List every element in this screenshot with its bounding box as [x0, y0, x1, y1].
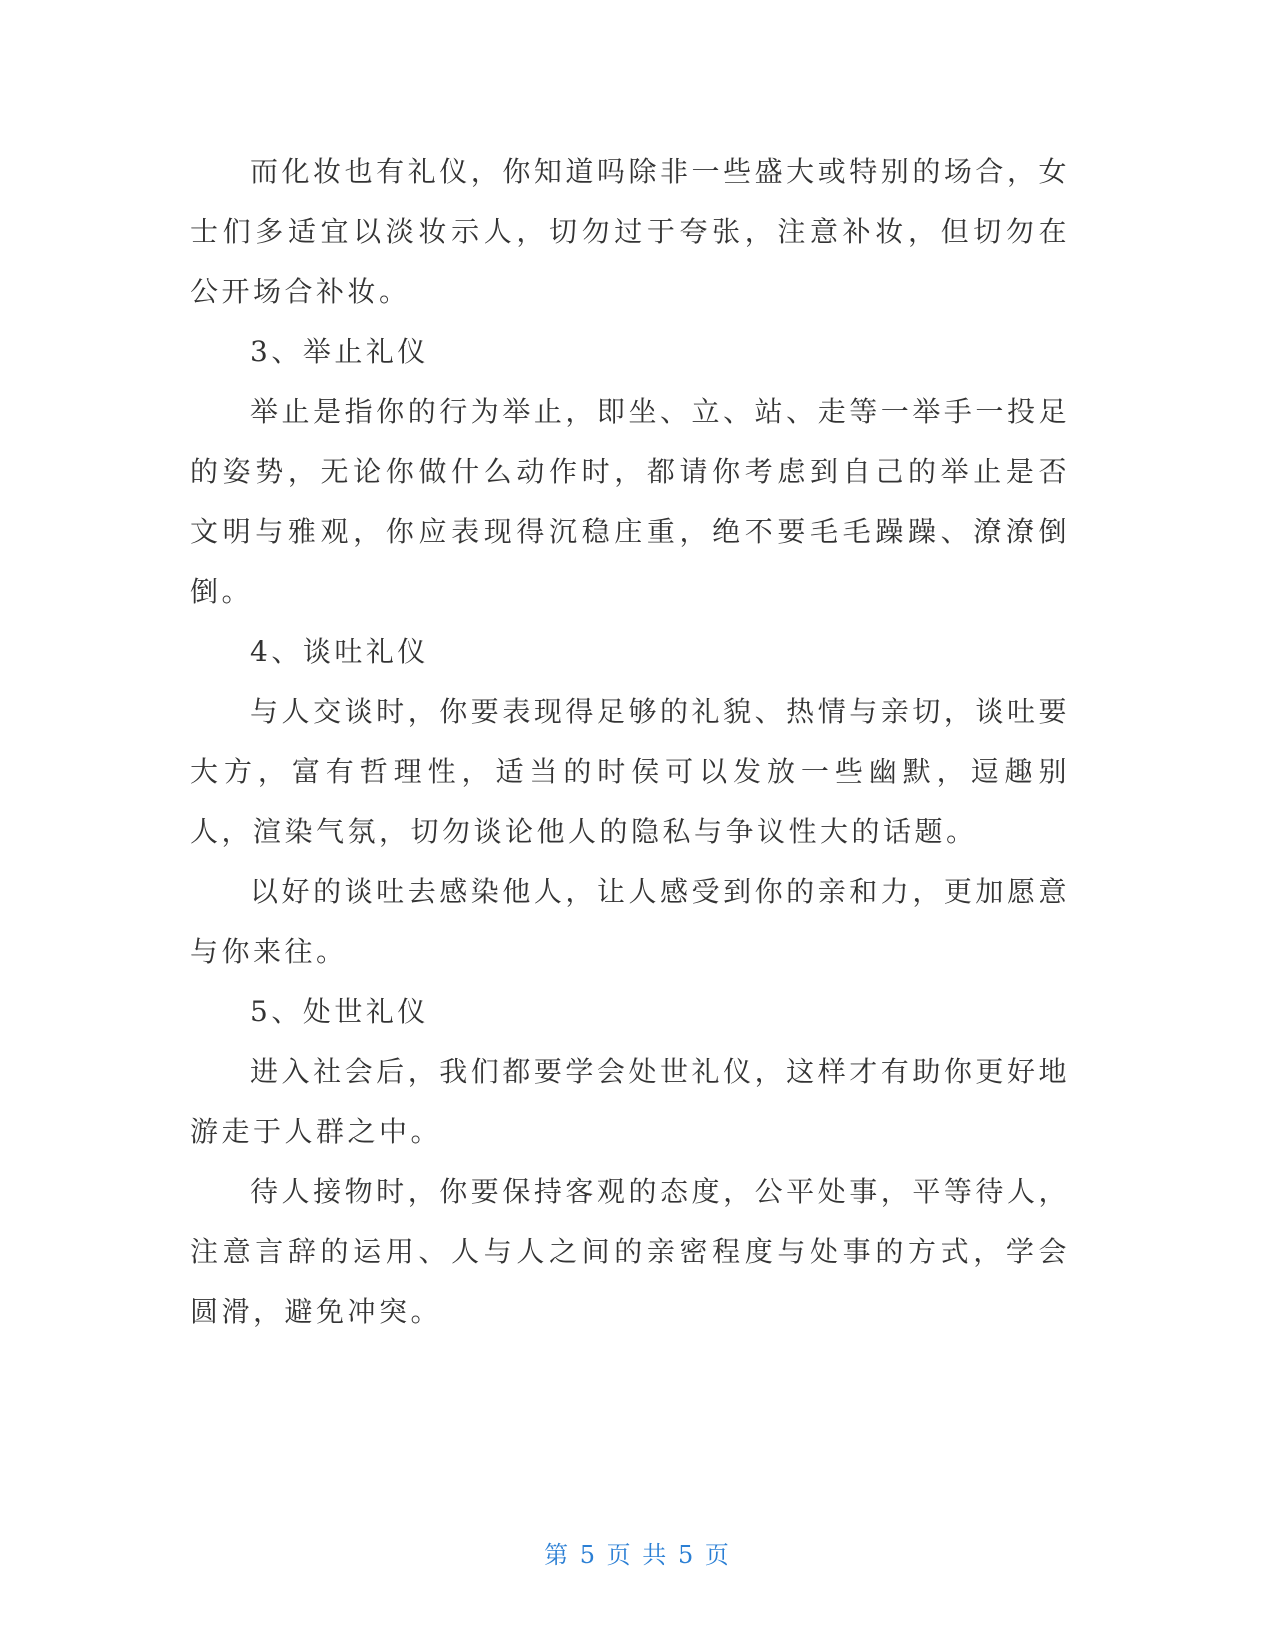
heading-conversation-etiquette: 4、谈吐礼仪: [250, 635, 429, 668]
paragraph-demeanor-etiquette: 举止是指你的行为举止，即坐、立、站、走等一举手一投足的姿势，无论你做什么动作时，都请你考虑到自己的举止是否文明与雅观，你应表现得沉稳庄重，绝不要毛毛躁躁、潦潦倒倒。: [190, 395, 1070, 608]
paragraph-conversation-etiquette: 与人交谈时，你要表现得足够的礼貌、热情与亲切，谈吐要大方，富有哲理性，适当的时侯可以发放一些幽默，逗趣别人，渲染气氛，切勿谈论他人的隐私与争议性大的话题。: [190, 695, 1070, 848]
heading-social-etiquette: 5、处世礼仪: [250, 995, 429, 1028]
page-footer: [0, 1535, 1275, 1570]
paragraph-dealing-with-people: 待人接物时，你要保持客观的态度，公平处事，平等待人，注意言辞的运用、人与人之间的亲密程度与处事的方式，学会圆滑，避免冲突。: [190, 1175, 1070, 1328]
document-body: [190, 142, 1070, 1342]
paragraph-conversation-influence: 以好的谈吐去感染他人，让人感受到你的亲和力，更加愿意与你来往。: [190, 875, 1070, 968]
heading-demeanor-etiquette: 3、举止礼仪: [250, 335, 429, 368]
paragraph-social-etiquette: 进入社会后，我们都要学会处世礼仪，这样才有助你更好地游走于人群之中。: [190, 1055, 1070, 1148]
paragraph-makeup-etiquette: 而化妆也有礼仪，你知道吗除非一些盛大或特别的场合，女士们多适宜以淡妆示人，切勿过于夸张，注意补妆，但切勿在公开场合补妆。: [190, 155, 1070, 308]
page-number-label: 第 5 页 共 5 页: [544, 1541, 731, 1569]
